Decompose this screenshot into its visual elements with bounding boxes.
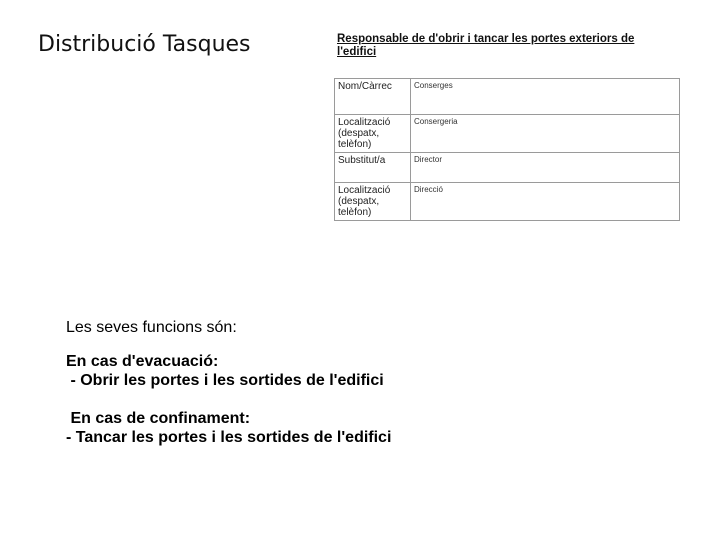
page-title: Distribució Tasques [38,32,251,57]
section-spacer [66,390,391,409]
functions-intro: Les seves funcions són: [66,319,237,336]
responsible-table [334,78,680,221]
table-row [335,153,680,183]
row-value-name: Conserges [411,79,680,115]
row-value-location: Consergeria [411,115,680,153]
row-label-substitute: Substitut/a [335,153,411,183]
row-label-substitute-location: Localització (despatx, telèfon) [335,183,411,221]
row-label-location: Localització (despatx, telèfon) [335,115,411,153]
table-row [335,183,680,221]
functions-text [66,318,391,447]
evacuation-task: - Obrir les portes i les sortides de l'edifici [66,372,384,389]
row-value-substitute: Director [411,153,680,183]
table-row [335,115,680,153]
row-label-name: Nom/Càrrec [335,79,411,115]
evacuation-heading: En cas d'evacuació: [66,353,219,370]
confinement-heading: En cas de confinament: [66,410,251,427]
row-value-substitute-location: Direcció [411,183,680,221]
table-heading: Responsable de d'obrir i tancar les portes exteriors de l'edifici [337,33,635,58]
confinement-task: - Tancar les portes i les sortides de l'edifici [66,429,392,446]
table-row [335,79,680,115]
